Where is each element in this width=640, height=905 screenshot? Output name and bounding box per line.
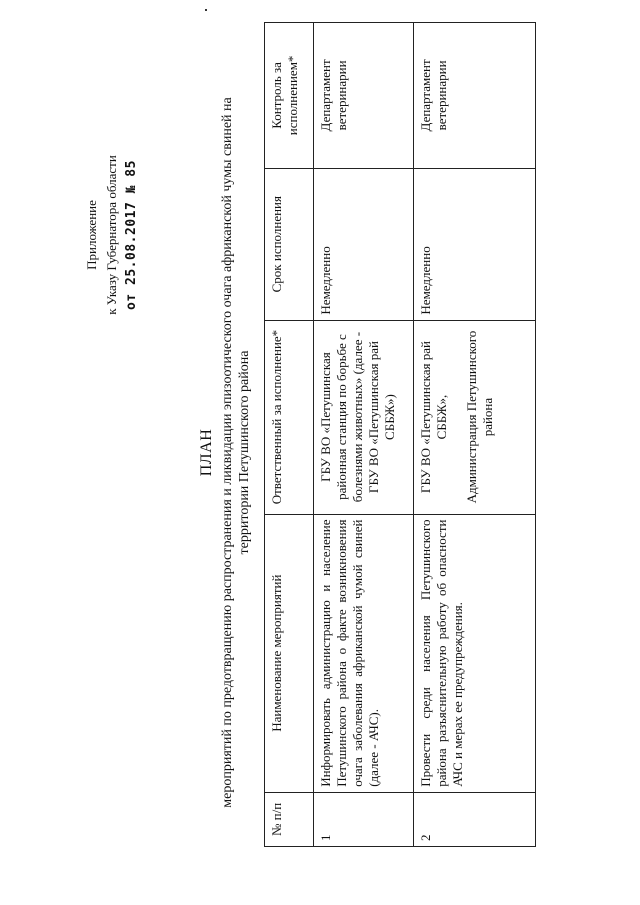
plan-table	[264, 22, 536, 847]
row-name: Информировать администрацию и население Петушинского района о факте возникновения очага заболевания африканской чумой свиней (далее - АЧС).	[314, 514, 414, 792]
appendix-header	[82, 65, 142, 405]
scan-speck	[205, 9, 207, 11]
title-main: ПЛАН	[198, 428, 215, 477]
header-term: Срок исполнения	[265, 168, 314, 320]
title-subtitle-line2: территории Петушинского района	[237, 350, 252, 555]
row-name: Провести среди населения Петушинского района разъяснительную работу об опасности АЧС и мерах ее предупреждения.	[414, 514, 536, 792]
header-name: Наименование мероприятий	[265, 514, 314, 792]
row-term: Немедленно	[314, 168, 414, 320]
decree-date-stamp: от 25.08.2017 № 85	[124, 160, 139, 310]
row-responsible: ГБУ ВО «Петушинская рай СББЖ»,	[418, 341, 449, 494]
row-responsible-cell	[414, 320, 536, 514]
row-num: 2	[414, 792, 536, 846]
document-title	[198, 40, 253, 865]
appendix-label: Приложение	[84, 200, 99, 270]
table-header-row	[265, 23, 314, 847]
row-responsible: ГБУ ВО «Петушинская районная станция по борьбе с болезнями животных» (далее - ГБУ ВО «Петушинская рай СББЖ»)	[314, 320, 414, 514]
header-responsible: Ответственный за исполнение*	[265, 320, 314, 514]
row-control: Департамент ветеринарии	[314, 23, 414, 169]
title-subtitle-line1: мероприятий по предотвращению распространения и ликвидации эпизоотического очага африканской чумы свиней на	[220, 97, 235, 808]
header-control: Контроль за исполнением*	[265, 23, 314, 169]
row-num: 1	[314, 792, 414, 846]
table-row	[414, 23, 536, 847]
row-responsible-extra: Администрация Петушинского района	[464, 330, 495, 504]
row-control: Департамент ветеринарии	[414, 23, 536, 169]
table-row	[314, 23, 414, 847]
header-num: № п/п	[265, 792, 314, 846]
decree-line: к Указу Губернатора области	[104, 155, 119, 315]
row-term: Немедленно	[414, 168, 536, 320]
